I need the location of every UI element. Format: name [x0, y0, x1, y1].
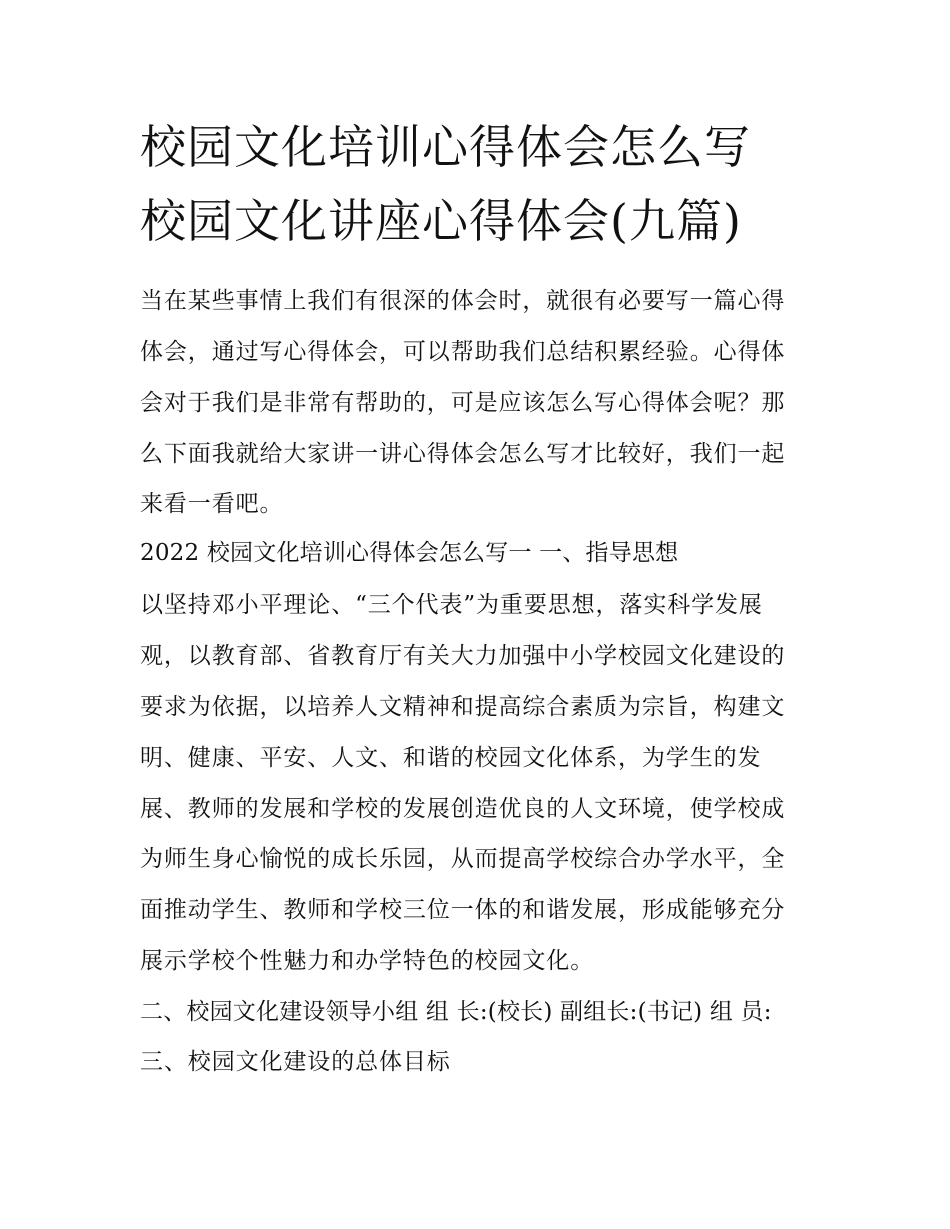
section-1-line-1: 以坚持邓小平理论、“三个代表”为重要思想，落实科学发展 [140, 592, 763, 618]
section-1-line-3: 要求为依据，以培养人文精神和提高综合素质为宗旨，构建文 [140, 694, 786, 720]
intro-line-3: 会对于我们是非常有帮助的，可是应该怎么写心得体会呢？那 [140, 390, 786, 416]
section-3-line: 三、校园文化建设的总体目标 [140, 1049, 451, 1075]
section-1-line-7: 面推动学生、教师和学校三位一体的和谐发展，形成能够充分 [140, 897, 786, 923]
intro-line-5: 来看一看吧。 [140, 491, 284, 517]
section-1-line-4: 明、健康、平安、人文、和谐的校园文化体系，为学生的发 [140, 745, 762, 771]
section-1-heading: 2022 校园文化培训心得体会怎么写一 一、指导思想 [140, 540, 679, 566]
title-line-1: 校园文化培训心得体会怎么写 [140, 120, 751, 174]
section-1-line-6: 为师生身心愉悦的成长乐园，从而提高学校综合办学水平，全 [140, 846, 786, 872]
intro-line-2: 体会，通过写心得体会，可以帮助我们总结积累经验。心得体 [140, 339, 786, 365]
section-1-line-5: 展、教师的发展和学校的发展创造优良的人文环境，使学校成 [140, 796, 786, 822]
title-line-2: 校园文化讲座心得体会(九篇) [140, 194, 742, 248]
section-1-line-2: 观，以教育部、省教育厅有关大力加强中小学校园文化建设的 [140, 643, 786, 669]
intro-line-1: 当在某些事情上我们有很深的体会时，就很有必要写一篇心得 [140, 288, 786, 314]
section-2-line: 二、校园文化建设领导小组 组 长:(校长) 副组长:(书记) 组 员: [140, 999, 772, 1025]
section-1-line-8: 展示学校个性魅力和办学特色的校园文化。 [140, 948, 595, 974]
intro-line-4: 么下面我就给大家讲一讲心得体会怎么写才比较好，我们一起 [140, 441, 786, 467]
